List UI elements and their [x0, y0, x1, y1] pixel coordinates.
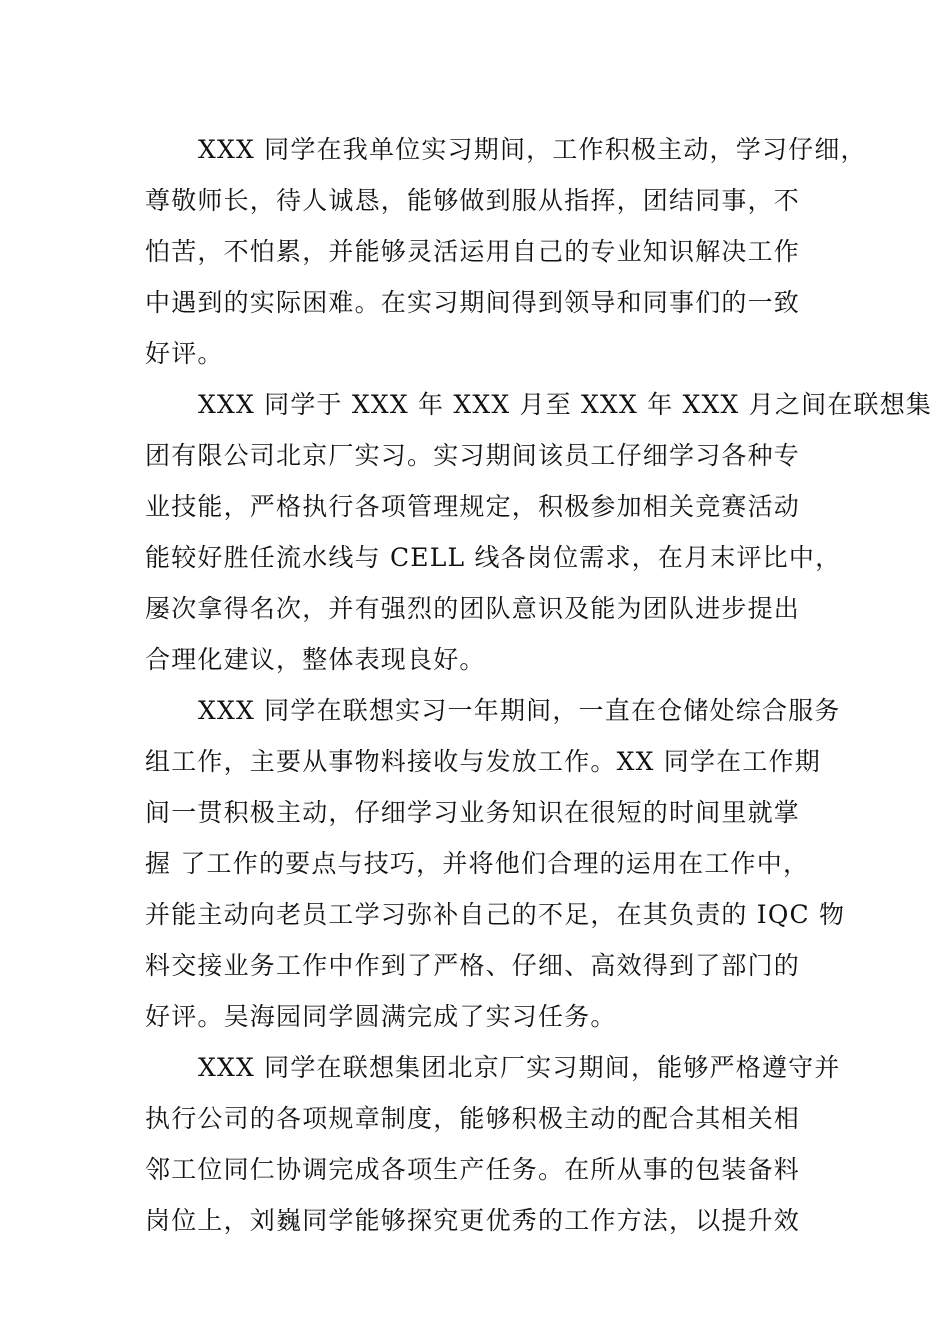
text-line: 屡次拿得名次，并有强烈的团队意识及能为团队进步提出: [145, 594, 801, 623]
text-line: 团有限公司北京厂实习。实习期间该员工仔细学习各种专: [145, 441, 801, 470]
text-line: 邻工位同仁协调完成各项生产任务。在所从事的包装备料: [145, 1155, 801, 1184]
text-line: 中遇到的实际困难。在实习期间得到领导和同事们的一致: [145, 288, 801, 317]
text-line: 并能主动向老员工学习弥补自己的不足，在其负责的 IQC 物: [145, 900, 846, 929]
document-body: [145, 124, 933, 1246]
paragraph-2: [145, 379, 933, 685]
paragraph-4: [145, 1042, 841, 1246]
text-line: 业技能，严格执行各项管理规定，积极参加相关竞赛活动: [145, 492, 801, 521]
text-line: 组工作，主要从事物料接收与发放工作。XX 同学在工作期: [145, 747, 821, 776]
text-line: 握 了工作的要点与技巧，并将他们合理的运用在工作中，: [145, 849, 810, 878]
text-line: 执行公司的各项规章制度，能够积极主动的配合其相关相: [145, 1104, 801, 1133]
text-line: 岗位上，刘巍同学能够探究更优秀的工作方法，以提升效: [145, 1206, 801, 1235]
text-line: 怕苦，不怕累，并能够灵活运用自己的专业知识解决工作: [145, 237, 801, 266]
text-line: XXX 同学在联想实习一年期间，一直在仓储处综合服务: [198, 696, 841, 725]
text-line: XXX 同学于 XXX 年 XXX 月至 XXX 年 XXX 月之间在联想集: [198, 390, 933, 419]
text-line: 好评。吴海园同学圆满完成了实习任务。: [145, 1002, 617, 1031]
text-line: 好评。: [145, 339, 224, 368]
text-line: 料交接业务工作中作到了严格、仔细、高效得到了部门的: [145, 951, 801, 980]
text-line: XXX 同学在联想集团北京厂实习期间，能够严格遵守并: [198, 1053, 841, 1082]
text-line: XXX 同学在我单位实习期间，工作积极主动，学习仔细，: [198, 135, 867, 164]
paragraph-1: [145, 124, 867, 379]
text-line: 合理化建议，整体表现良好。: [145, 645, 486, 674]
text-line: 能较好胜任流水线与 CELL 线各岗位需求，在月末评比中，: [145, 543, 842, 572]
paragraph-3: [145, 685, 846, 1042]
text-line: 间一贯积极主动，仔细学习业务知识在很短的时间里就掌: [145, 798, 801, 827]
text-line: 尊敬师长，待人诚恳，能够做到服从指挥，团结同事，不: [145, 186, 801, 215]
